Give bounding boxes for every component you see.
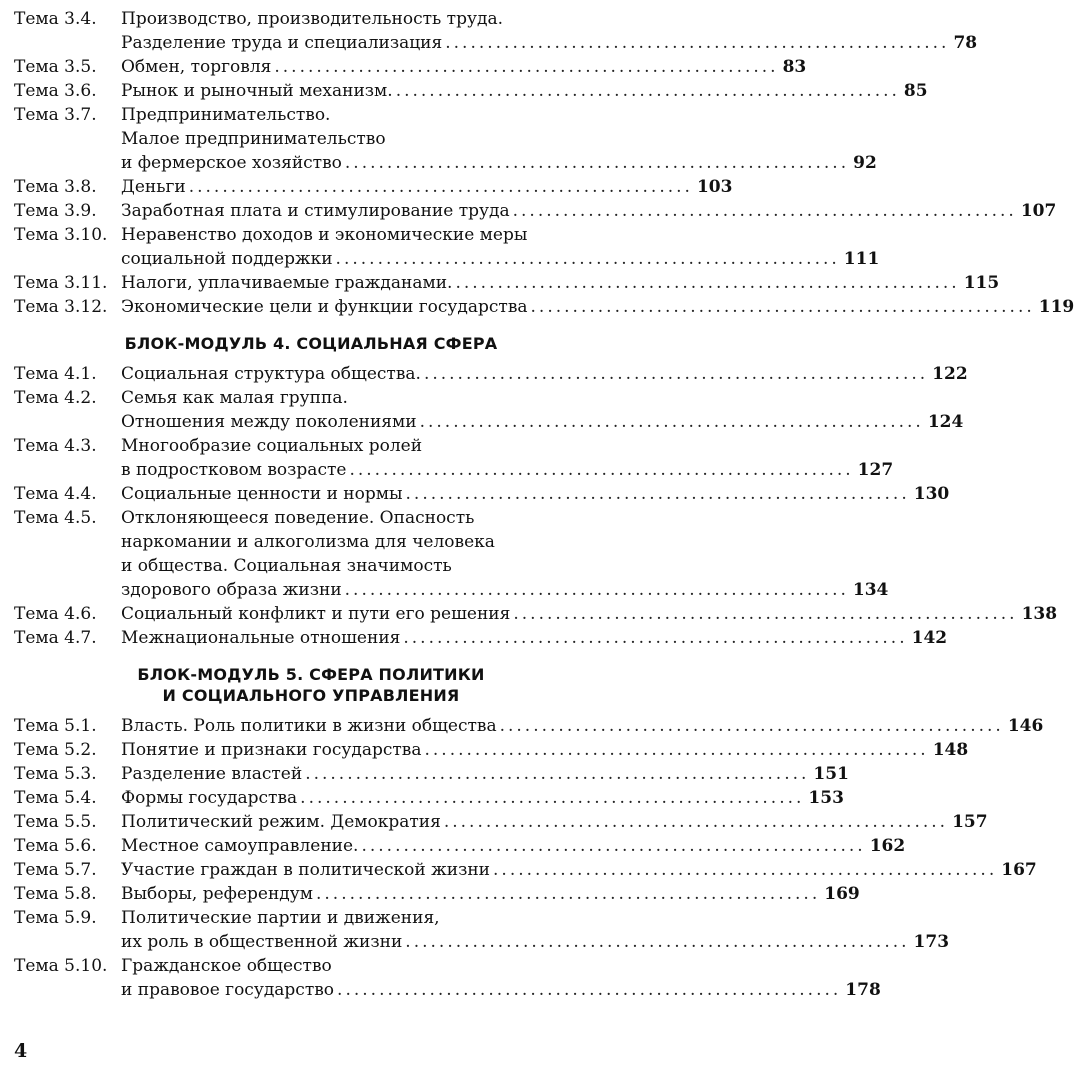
topic-number: Тема 5.6.	[14, 836, 97, 856]
topic-title-line	[121, 386, 608, 410]
topic-title-line	[121, 978, 881, 1002]
topic-title-text: и правовое государство	[121, 980, 335, 1000]
dot-leader: ............................................................	[188, 177, 693, 197]
topic-title	[121, 482, 950, 506]
topic-number: Тема 5.7.	[14, 860, 97, 880]
topic-title-line	[121, 954, 608, 978]
dot-leader: ............................................................	[512, 201, 1017, 221]
page-ref: 146	[1007, 716, 1044, 736]
page-ref: 153	[808, 788, 844, 808]
dot-leader: ............................................................	[300, 788, 805, 808]
page-ref: 134	[852, 580, 889, 600]
topic-title	[121, 79, 928, 103]
topic-title-text: Предпринимательство.	[121, 105, 331, 125]
toc-entry[interactable]	[14, 103, 877, 175]
topic-number: Тема 3.10.	[14, 225, 108, 245]
page-ref: 167	[1001, 860, 1037, 880]
topic-title-line	[121, 906, 608, 930]
topic-title-line	[121, 199, 1057, 223]
topic-title-line	[121, 882, 860, 906]
topic-title	[121, 386, 964, 434]
topic-title-text: и фермерское хозяйство	[121, 153, 342, 173]
topic-title	[121, 602, 1058, 626]
topic-title-text: Выборы, референдум	[121, 884, 313, 904]
topic-title	[121, 714, 1044, 738]
toc-entry[interactable]	[14, 362, 968, 386]
topic-number: Тема 4.7.	[14, 628, 97, 648]
topic-title-text: Обмен, торговля	[121, 57, 272, 77]
section-heading	[14, 664, 608, 706]
topic-title-line	[121, 930, 950, 954]
topic-title	[121, 626, 948, 650]
topic-title	[121, 858, 1037, 882]
topic-title-text: Социальные ценности и нормы	[121, 484, 403, 504]
topic-title-line	[121, 31, 978, 55]
toc-entry[interactable]	[14, 762, 849, 786]
topic-title-text: Производство, производительность труда.	[121, 9, 503, 29]
dot-leader: ............................................................	[455, 273, 960, 293]
topic-title-text: Формы государства	[121, 788, 298, 808]
topic-title-line	[121, 247, 880, 271]
topic-title	[121, 223, 880, 271]
topic-title-text: Экономические цели и функции государства	[121, 297, 528, 317]
table-of-contents	[14, 7, 1074, 1002]
toc-entry[interactable]	[14, 79, 928, 103]
toc-entry[interactable]	[14, 55, 807, 79]
topic-number: Тема 3.12.	[14, 297, 108, 317]
page-ref: 130	[913, 484, 950, 504]
topic-title-text: Малое предпринимательство	[121, 129, 386, 149]
page-ref: 127	[857, 460, 894, 480]
page-number: 4	[14, 1040, 28, 1062]
topic-title-line	[121, 458, 894, 482]
dot-leader: ............................................................	[344, 580, 849, 600]
topic-title-line	[121, 506, 608, 530]
topic-title-text: Заработная плата и стимулирование труда	[121, 201, 510, 221]
topic-number: Тема 5.8.	[14, 884, 97, 904]
toc-entry[interactable]	[14, 882, 860, 906]
dot-leader: ............................................................	[499, 716, 1004, 736]
topic-title-line	[121, 626, 948, 650]
topic-title-text: Социальная структура общества.	[121, 364, 421, 384]
topic-number: Тема 3.11.	[14, 273, 108, 293]
topic-title	[121, 271, 1000, 295]
topic-title-line	[121, 175, 733, 199]
topic-title-line	[121, 271, 1000, 295]
topic-title-line	[121, 554, 608, 578]
page-ref: 78	[953, 33, 978, 53]
toc-entry[interactable]	[14, 714, 1044, 738]
dot-leader: ............................................................	[337, 980, 842, 1000]
topic-title-text: наркомании и алкоголизма для человека	[121, 532, 495, 552]
page-ref: 103	[696, 177, 733, 197]
topic-title	[121, 810, 988, 834]
dot-leader: ............................................................	[395, 81, 900, 101]
topic-number: Тема 3.7.	[14, 105, 97, 125]
toc-entry[interactable]	[14, 906, 950, 954]
topic-title-text: Отклоняющееся поведение. Опасность	[121, 508, 475, 528]
dot-leader: ............................................................	[403, 628, 908, 648]
toc-entry[interactable]	[14, 199, 1057, 223]
topic-title-text: Семья как малая группа.	[121, 388, 348, 408]
page-ref: 111	[843, 249, 880, 269]
page-ref: 157	[952, 812, 988, 832]
topic-title-line	[121, 482, 950, 506]
dot-leader: ............................................................	[405, 484, 910, 504]
topic-title-text: Социальный конфликт и пути его решения	[121, 604, 511, 624]
topic-title-text: Разделение властей	[121, 764, 303, 784]
topic-title	[121, 175, 733, 199]
dot-leader: ............................................................	[344, 153, 850, 173]
topic-title	[121, 506, 889, 602]
dot-leader: ............................................................	[443, 812, 949, 832]
topic-number: Тема 4.6.	[14, 604, 97, 624]
topic-title	[121, 738, 969, 762]
topic-title-line	[121, 434, 608, 458]
topic-title-text: Налоги, уплачиваемые гражданами.	[121, 273, 453, 293]
dot-leader: ............................................................	[419, 412, 924, 432]
topic-number: Тема 5.10.	[14, 956, 108, 976]
topic-title-line	[121, 834, 906, 858]
dot-leader: ............................................................	[405, 932, 910, 952]
toc-entry[interactable]	[14, 954, 881, 1002]
page-ref: 173	[913, 932, 950, 952]
topic-title-line	[121, 362, 968, 386]
topic-title-line	[121, 762, 849, 786]
topic-title	[121, 434, 894, 482]
topic-title-line	[121, 530, 608, 554]
topic-number: Тема 5.5.	[14, 812, 97, 832]
topic-number: Тема 4.1.	[14, 364, 97, 384]
topic-title	[121, 786, 844, 810]
toc-entry[interactable]	[14, 175, 733, 199]
page-ref: 107	[1020, 201, 1057, 221]
page-ref: 124	[927, 412, 964, 432]
topic-title-line	[121, 127, 608, 151]
topic-title-line	[121, 810, 988, 834]
toc-entry[interactable]	[14, 386, 964, 434]
topic-number: Тема 4.5.	[14, 508, 97, 528]
page-ref: 115	[963, 273, 1000, 293]
page-ref: 85	[903, 81, 928, 101]
page-ref: 148	[932, 740, 969, 760]
toc-entry[interactable]	[14, 295, 1074, 319]
topic-title-text: Гражданское общество	[121, 956, 332, 976]
topic-title-line	[121, 7, 608, 31]
topic-title-text: Разделение труда и специализация	[121, 33, 443, 53]
topic-title-line	[121, 295, 1074, 319]
toc-entry[interactable]	[14, 223, 880, 271]
topic-number: Тема 3.4.	[14, 9, 97, 29]
page-ref: 83	[782, 57, 807, 77]
topic-title	[121, 906, 950, 954]
topic-title-text: Понятие и признаки государства	[121, 740, 422, 760]
topic-title-text: Политические партии и движения,	[121, 908, 440, 928]
dot-leader: ............................................................	[530, 297, 1035, 317]
page-ref: 138	[1021, 604, 1058, 624]
topic-title	[121, 954, 881, 1002]
dot-leader: ............................................................	[361, 836, 866, 856]
topic-title	[121, 762, 849, 786]
section-heading	[14, 333, 608, 354]
topic-number: Тема 4.3.	[14, 436, 97, 456]
topic-number: Тема 3.9.	[14, 201, 97, 221]
toc-entry[interactable]	[14, 810, 988, 834]
dot-leader: ............................................................	[445, 33, 950, 53]
page-ref: 169	[824, 884, 860, 904]
topic-title-text: Многообразие социальных ролей	[121, 436, 423, 456]
topic-title-line	[121, 786, 844, 810]
topic-title-text: в подростковом возрасте	[121, 460, 347, 480]
toc-entry[interactable]	[14, 786, 844, 810]
topic-title	[121, 7, 978, 55]
topic-title	[121, 882, 860, 906]
dot-leader: ............................................................	[493, 860, 998, 880]
topic-title-line	[121, 103, 608, 127]
dot-leader: ............................................................	[349, 460, 854, 480]
toc-entry[interactable]	[14, 858, 1037, 882]
section-heading-line: И СОЦИАЛЬНОГО УПРАВЛЕНИЯ	[162, 686, 460, 705]
dot-leader: ............................................................	[424, 740, 929, 760]
topic-title-text: Рынок и рыночный механизм.	[121, 81, 393, 101]
topic-title-text: Отношения между поколениями	[121, 412, 417, 432]
topic-title-line	[121, 602, 1058, 626]
topic-number: Тема 5.9.	[14, 908, 97, 928]
topic-title-text: Неравенство доходов и экономические меры	[121, 225, 528, 245]
topic-title	[121, 55, 807, 79]
page-ref: 151	[813, 764, 849, 784]
toc-entry[interactable]	[14, 834, 906, 858]
page-ref: 142	[911, 628, 948, 648]
topic-title-line	[121, 151, 877, 175]
toc-entry[interactable]	[14, 482, 950, 506]
topic-title-text: Политический режим. Демократия	[121, 812, 441, 832]
topic-title-line	[121, 858, 1037, 882]
topic-title	[121, 103, 877, 175]
page-ref: 162	[869, 836, 906, 856]
dot-leader: ............................................................	[513, 604, 1018, 624]
toc-entry[interactable]	[14, 602, 1058, 626]
topic-title	[121, 834, 906, 858]
toc-entry[interactable]	[14, 271, 1000, 295]
topic-title	[121, 199, 1057, 223]
topic-title-line	[121, 714, 1044, 738]
topic-number: Тема 3.8.	[14, 177, 97, 197]
section-heading-line: БЛОК-МОДУЛЬ 4. СОЦИАЛЬНАЯ СФЕРА	[124, 334, 498, 353]
page-ref: 119	[1038, 297, 1074, 317]
dot-leader: ............................................................	[423, 364, 929, 384]
toc-entry[interactable]	[14, 738, 969, 762]
topic-title-text: Власть. Роль политики в жизни общества	[121, 716, 497, 736]
topic-number: Тема 4.2.	[14, 388, 97, 408]
topic-number: Тема 5.4.	[14, 788, 97, 808]
toc-entry[interactable]	[14, 7, 978, 55]
topic-number: Тема 5.1.	[14, 716, 97, 736]
topic-title-text: их роль в общественной жизни	[121, 932, 403, 952]
topic-title-line	[121, 79, 928, 103]
section-heading-line: БЛОК-МОДУЛЬ 5. СФЕРА ПОЛИТИКИ	[137, 665, 485, 684]
topic-number: Тема 3.6.	[14, 81, 97, 101]
dot-leader: ............................................................	[316, 884, 821, 904]
topic-title-line	[121, 223, 608, 247]
topic-number: Тема 4.4.	[14, 484, 97, 504]
topic-title	[121, 295, 1074, 319]
topic-title	[121, 362, 968, 386]
topic-title-text: Межнациональные отношения	[121, 628, 401, 648]
toc-entry[interactable]	[14, 434, 894, 482]
page-ref: 122	[932, 364, 968, 384]
page-ref: 92	[853, 153, 877, 173]
topic-title-line	[121, 578, 889, 602]
topic-title-line	[121, 738, 969, 762]
topic-title-text: Деньги	[121, 177, 186, 197]
page-ref: 178	[845, 980, 881, 1000]
topic-title-text: Участие граждан в политической жизни	[121, 860, 491, 880]
topic-title-line	[121, 410, 964, 434]
topic-title-text: Местное самоуправление.	[121, 836, 359, 856]
toc-entry[interactable]	[14, 506, 889, 602]
dot-leader: ............................................................	[305, 764, 810, 784]
toc-entry[interactable]	[14, 626, 948, 650]
topic-title-text: и общества. Социальная значимость	[121, 556, 452, 576]
dot-leader: ............................................................	[335, 249, 840, 269]
topic-title-text: здорового образа жизни	[121, 580, 342, 600]
topic-title-text: социальной поддержки	[121, 249, 333, 269]
dot-leader: ............................................................	[274, 57, 779, 77]
topic-number: Тема 3.5.	[14, 57, 97, 77]
topic-title-line	[121, 55, 807, 79]
topic-number: Тема 5.2.	[14, 740, 97, 760]
topic-number: Тема 5.3.	[14, 764, 97, 784]
